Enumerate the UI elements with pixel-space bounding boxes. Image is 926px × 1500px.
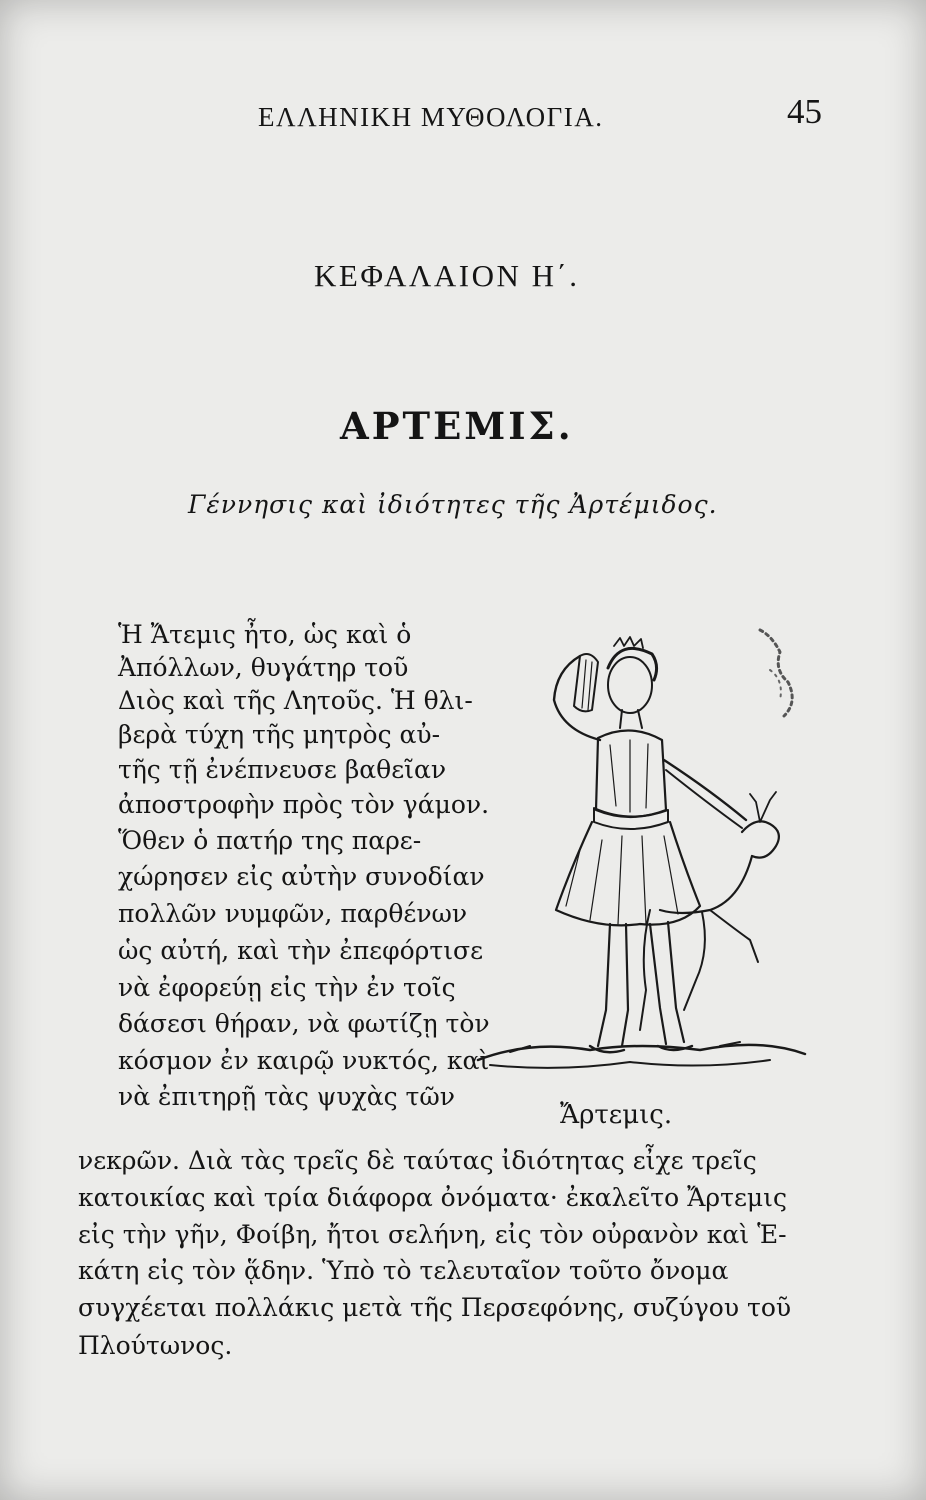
body-line: συγχέεται πολλάκις μετὰ τῆς Περσεφόνης, συζύγου τοῦ (78, 1293, 792, 1322)
artemis-illustration (470, 610, 815, 1090)
body-line: νεκρῶν. Διὰ τὰς τρεῖς δὲ ταύτας ἰδιότητας εἶχε τρεῖς (78, 1146, 757, 1175)
body-line: τῆς τῇ ἐνέπνευσε βαθεῖαν (118, 755, 447, 784)
body-line: νὰ ἐπιτηρῇ τὰς ψυχὰς τῶν (118, 1082, 455, 1111)
body-line: ἀποστροφὴν πρὸς τὸν γάμον. (118, 790, 490, 819)
body-line: κατοικίας καὶ τρία διάφορα ὀνόματα· ἐκαλεῖτο Ἄρτεμις (78, 1183, 787, 1212)
chapter-heading: ΚΕΦΑΛΑΙΟΝ Η΄. (314, 258, 580, 293)
body-line: Ἀπόλλων, θυγάτηρ τοῦ (118, 653, 409, 682)
body-line: Πλούτωνος. (78, 1331, 233, 1360)
body-line: Ὅθεν ὁ πατήρ της παρε- (118, 826, 422, 855)
running-head: ΕΛΛΗΝΙΚΗ ΜΥΘΟΛΟΓΙΑ. (258, 102, 604, 132)
body-line: Ἡ Ἄτεμις ἦτο, ὡς καὶ ὁ (118, 620, 412, 649)
section-title: ΑΡΤΕΜΙΣ. (340, 404, 574, 448)
body-line: Διὸς καὶ τῆς Λητοῦς. Ἡ θλι- (118, 686, 473, 715)
page-number: 45 (787, 92, 822, 131)
body-line: πολλῶν νυμφῶν, παρθένων (118, 899, 468, 928)
section-subtitle: Γέννησις καὶ ἰδιότητες τῆς Ἀρτέμιδος. (188, 490, 718, 519)
figure-caption: Ἄρτεμις. (560, 1100, 673, 1130)
body-line: κάτη εἰς τὸν ᾅδην. Ὑπὸ τὸ τελευταῖον τοῦτο ὄνομα (78, 1256, 729, 1285)
body-line: εἰς τὴν γῆν, Φοίβη, ἤτοι σελήνη, εἰς τὸν οὐρανὸν καὶ Ἑ- (78, 1220, 787, 1249)
body-line: νὰ ἐφορεύῃ εἰς τὴν ἐν τοῖς (118, 973, 456, 1002)
body-line: κόσμον ἐν καιρῷ νυκτός, καὶ (118, 1046, 490, 1075)
body-line: βερὰ τύχη τῆς μητρὸς αὐ- (118, 720, 441, 749)
body-line: ὡς αὐτή, καὶ τὴν ἐπεφόρτισε (118, 936, 484, 965)
body-line: δάσεσι θήραν, νὰ φωτίζῃ τὸν (118, 1009, 490, 1038)
body-line: χώρησεν εἰς αὐτὴν συνοδίαν (118, 862, 485, 891)
